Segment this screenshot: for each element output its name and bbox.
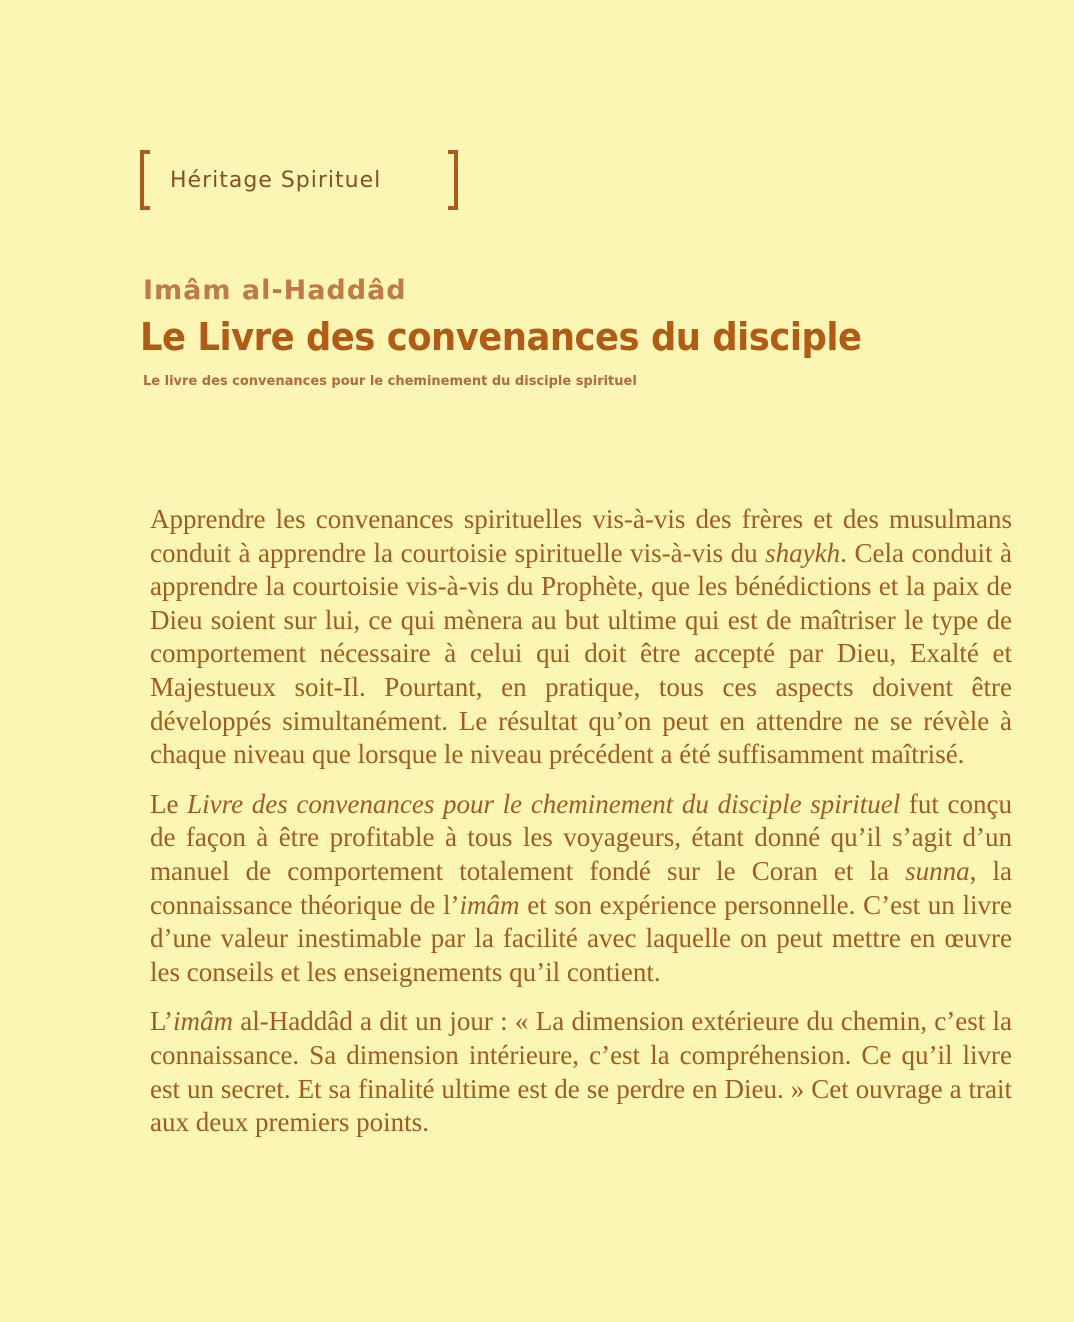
left-bracket-icon bbox=[140, 150, 150, 210]
book-subtitle: Le livre des convenances pour le cheminement du disciple spirituel bbox=[143, 374, 637, 389]
paragraph-segment-italic: imâm bbox=[173, 1006, 234, 1037]
paragraph-segment: . Cela conduit à apprendre la courtoisie vis-à-vis du Prophète, que les bénédictions et la paix de Dieu soient sur lui, ce qui mènera au but ultime qui est de maîtriser le type de comportement nécessaire à celui qui doit être accepté par Dieu, Exalté et Majestueux soit-Il. Pourtant, en pratique, tous ces aspects doivent être développés simultanément. Le résultat qu’on peut en attendre ne se révèle à chaque niveau que lorsque le niveau précédent a été suffisamment maîtrisé. bbox=[150, 537, 1012, 770]
paragraph-segment-italic: shaykh bbox=[765, 537, 841, 568]
book-title: Le Livre des convenances du disciple bbox=[140, 315, 862, 359]
paragraph-segment: al-Haddâd a dit un jour : « La dimension extérieure du chemin, c’est la connaissance. Sa dimension intérieure, c’est la compréhension. Ce qu’il livre est un secret. Et sa finalité ultime est de se perdre en Dieu. » Cet ouvrage a trait aux deux premiers points. bbox=[150, 1006, 1012, 1138]
paragraph-segment: L’ bbox=[150, 1006, 174, 1037]
right-bracket-icon bbox=[448, 150, 458, 210]
paragraph-segment: Apprendre les convenances spirituelles vis-à-vis des frères et des musulmans conduit à apprendre la courtoisie spirituelle vis-à-vis du bbox=[150, 504, 1012, 568]
series-label: Héritage Spirituel bbox=[170, 168, 382, 193]
body-text bbox=[150, 503, 1012, 1156]
series-tag bbox=[138, 150, 468, 214]
paragraph-segment: , la connaissance théorique de l’ bbox=[150, 855, 1012, 920]
paragraph-segment: Le bbox=[150, 788, 188, 819]
author-name: Imâm al-Haddâd bbox=[143, 275, 407, 306]
paragraph-segment-italic: imâm bbox=[459, 889, 520, 920]
paragraph-segment-italic: Livre des convenances pour le cheminement du disciple spirituel bbox=[187, 788, 901, 819]
paragraph-segment: fut conçu de façon à être profitable à tous les voyageurs, étant donné qu’il s’agit d’un manuel de comportement totalement fondé sur le Coran et la bbox=[150, 788, 1012, 886]
paragraph-2 bbox=[150, 788, 1012, 990]
paragraph-segment-italic: sunna bbox=[905, 855, 970, 886]
paragraph-3 bbox=[150, 1005, 1012, 1139]
paragraph-segment: et son expérience personnelle. C’est un livre d’une valeur inestimable par la facilité avec laquelle on peut mettre en œuvre les conseils et les enseignements qu’il contient. bbox=[150, 889, 1012, 987]
paragraph-1 bbox=[150, 503, 1012, 772]
